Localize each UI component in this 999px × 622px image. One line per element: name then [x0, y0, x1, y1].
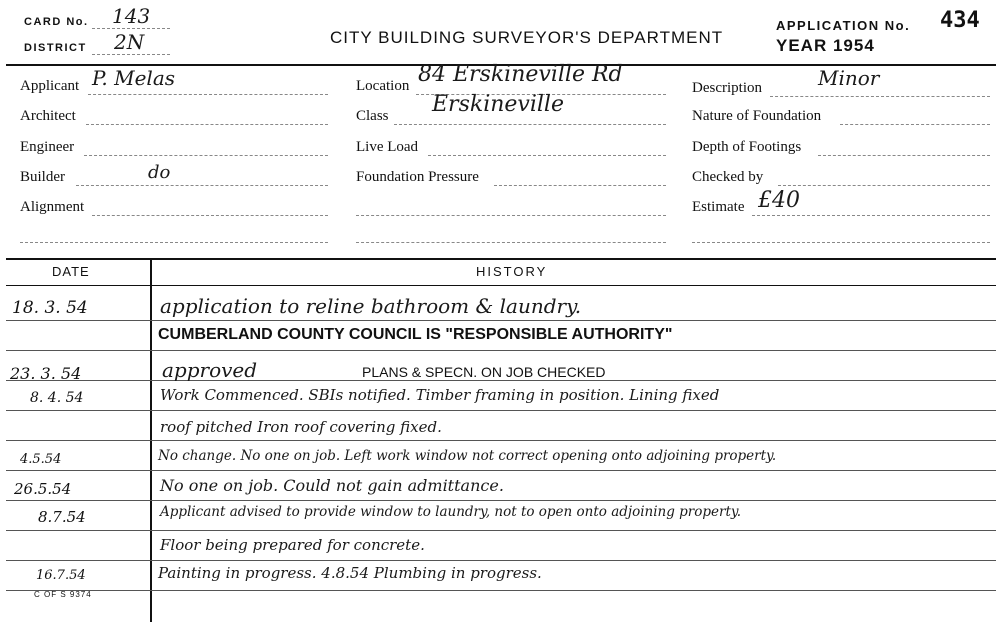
- entry-text: roof pitched Iron roof covering fixed.: [160, 418, 442, 436]
- engineer-label: Engineer: [20, 139, 75, 155]
- depth-of-footings-label: Depth of Footings: [692, 139, 802, 155]
- entry-date: 16.7.54: [36, 568, 86, 583]
- plans-checked-stamp: PLANS & SPECN. ON JOB CHECKED: [362, 364, 606, 380]
- department-title: CITY BUILDING SURVEYOR'S DEPARTMENT: [330, 28, 724, 47]
- entry-date: 26.5.54: [14, 480, 72, 498]
- entry-text: approved: [162, 358, 258, 382]
- authority-note: CUMBERLAND COUNTY COUNCIL IS "RESPONSIBLE AUTHORITY": [158, 326, 673, 343]
- location-value: 84 Erskineville Rd: [418, 62, 623, 87]
- entry-date: 4.5.54: [20, 452, 62, 467]
- location-label: Location: [356, 78, 410, 94]
- description-label: Description: [692, 80, 762, 96]
- builder-value: do: [148, 162, 171, 183]
- form-code: C OF S 9374: [34, 590, 92, 599]
- date-column-header: DATE: [52, 264, 90, 279]
- card-number-label: CARD No.: [24, 16, 89, 28]
- entry-text: Painting in progress. 4.8.54 Plumbing in progress.: [158, 564, 542, 582]
- entry-date: 18. 3. 54: [12, 298, 88, 318]
- entry-date: 23. 3. 54: [10, 364, 82, 383]
- district-value: 2N: [114, 30, 145, 54]
- year-label: YEAR 1954: [776, 36, 875, 55]
- entry-text: Floor being prepared for concrete.: [160, 536, 425, 554]
- class-value: Erskineville: [432, 92, 564, 117]
- architect-label: Architect: [20, 108, 76, 124]
- application-number-label: APPLICATION No.: [776, 18, 911, 33]
- builder-label: Builder: [20, 169, 65, 185]
- class-label: Class: [356, 108, 389, 124]
- alignment-label: Alignment: [20, 199, 85, 215]
- applicant-label: Applicant: [20, 78, 80, 94]
- estimate-label: Estimate: [692, 199, 745, 215]
- applicant-value: P. Melas: [92, 66, 176, 90]
- nature-of-foundation-label: Nature of Foundation: [692, 108, 822, 124]
- description-value: Minor: [818, 66, 880, 90]
- foundation-pressure-label: Foundation Pressure: [356, 169, 479, 185]
- district-label: DISTRICT: [24, 42, 87, 54]
- entry-date: 8. 4. 54: [30, 390, 84, 406]
- card-number-value: 143: [112, 4, 151, 28]
- entry-text: Applicant advised to provide window to laundry, not to open onto adjoining property.: [160, 504, 742, 520]
- entry-text: No one on job. Could not gain admittance.: [160, 476, 504, 495]
- history-column-header: HISTORY: [476, 264, 548, 279]
- entry-date: 8.7.54: [38, 508, 86, 526]
- application-number-value: 434: [940, 8, 980, 33]
- estimate-value: £40: [758, 188, 800, 213]
- live-load-label: Live Load: [356, 139, 419, 155]
- entry-text: Work Commenced. SBIs notified. Timber framing in position. Lining fixed: [160, 386, 720, 404]
- entry-text: application to reline bathroom & laundry.: [160, 294, 582, 318]
- checked-by-label: Checked by: [692, 169, 764, 185]
- entry-text: No change. No one on job. Left work window not correct opening onto adjoining property.: [158, 448, 777, 464]
